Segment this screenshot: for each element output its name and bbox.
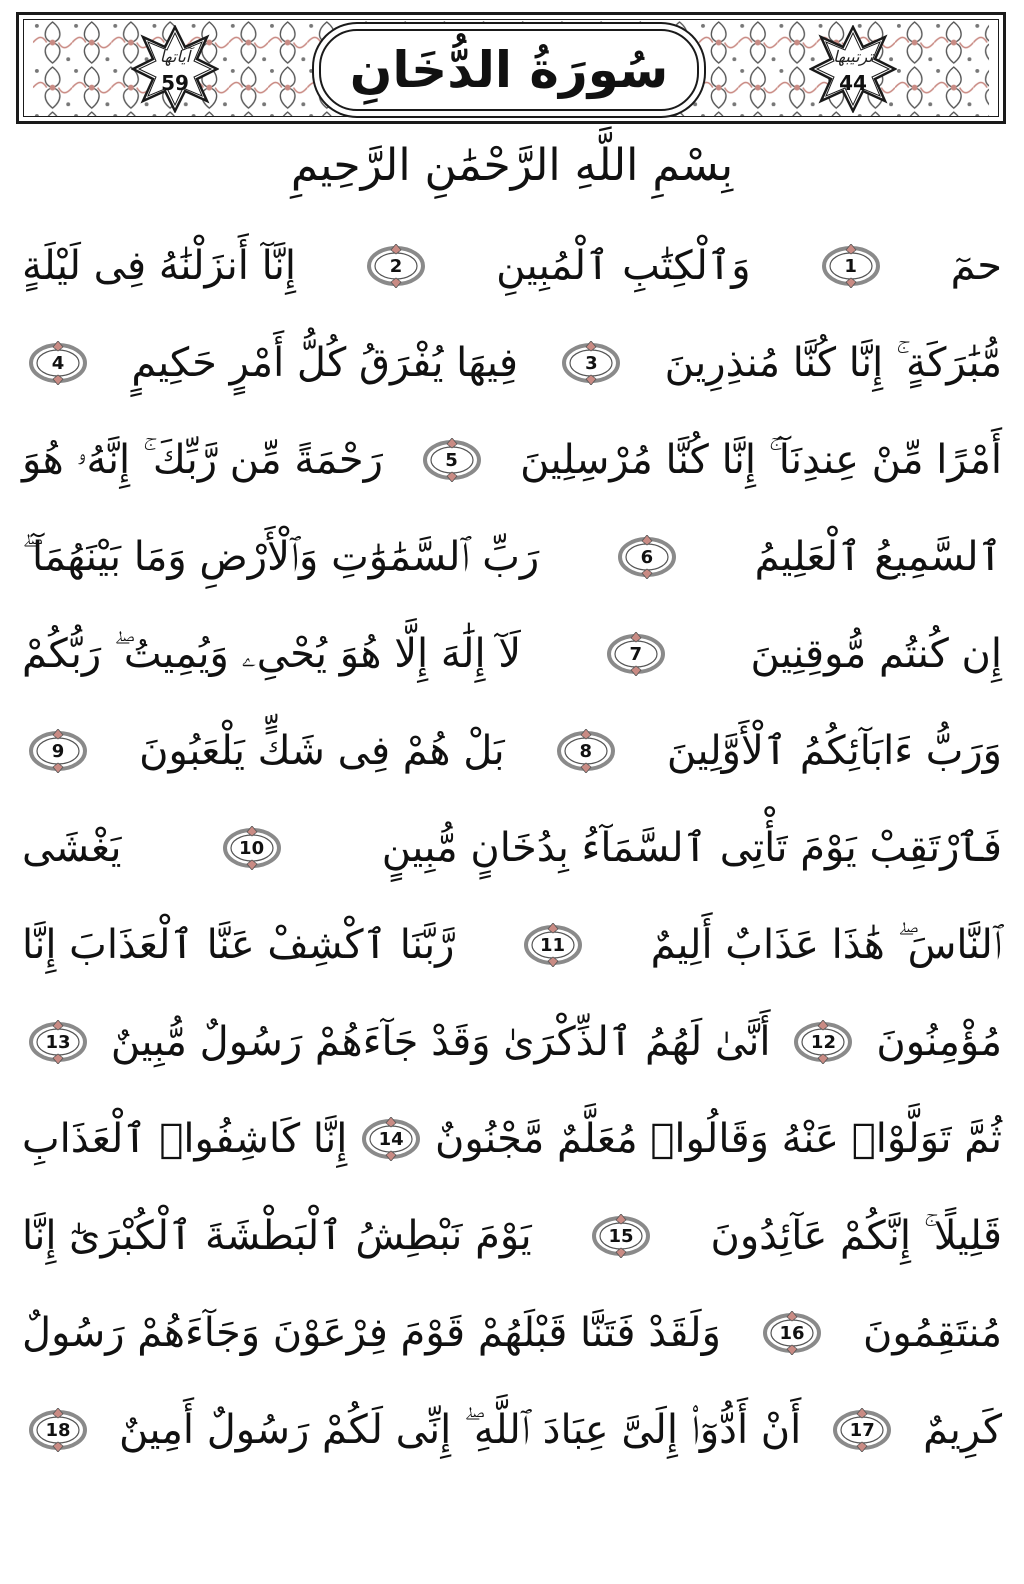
surah-title: سُورَةُ الدُّخَانِ	[349, 41, 669, 99]
ayah-number: 7	[629, 643, 643, 665]
verse-text: قَلِيلًا ۚ إِنَّكُمْ عَآئِدُونَ	[710, 1213, 1002, 1259]
surah-header	[16, 12, 1006, 124]
ayah-end-marker	[832, 1408, 892, 1452]
verse-line	[22, 1091, 1002, 1187]
verse-text: مُنتَقِمُونَ	[863, 1310, 1002, 1356]
ayah-number: 15	[608, 1225, 634, 1247]
verse-line	[22, 703, 1002, 799]
ayah-end-marker	[366, 244, 426, 288]
ayah-end-marker	[606, 632, 666, 676]
verse-text: مُّبَٰرَكَةٍ ۚ إِنَّا كُنَّا مُنذِرِينَ	[664, 340, 1002, 386]
verse-text: كَرِيمٌ	[923, 1407, 1002, 1453]
verse-text: وَرَبُّ ءَابَآئِكُمُ ٱلْأَوَّلِينَ	[666, 728, 1002, 774]
verse-text: فَٱرْتَقِبْ يَوْمَ تَأْتِى ٱلسَّمَآءُ بِدُخَانٍ مُّبِينٍ	[381, 825, 1002, 871]
ayah-end-marker	[28, 729, 88, 773]
verse-line	[22, 218, 1002, 314]
verse-text: حمٓ	[950, 243, 1002, 289]
verse-count-number: 59	[161, 71, 189, 95]
ayah-end-marker	[591, 1214, 651, 1258]
ayah-end-marker	[361, 1117, 421, 1161]
verse-text: وَلَقَدْ فَتَنَّا قَبْلَهُمْ قَوْمَ فِرْعَوْنَ وَجَآءَهُمْ رَسُولٌ	[22, 1310, 721, 1356]
verse-text: رَبِّ ٱلسَّمَٰوَٰتِ وَٱلْأَرْضِ وَمَا بَيْنَهُمَآ ۖ	[22, 534, 540, 580]
ayah-number: 17	[849, 1419, 875, 1441]
ayah-end-marker	[422, 438, 482, 482]
ayah-end-marker	[561, 341, 621, 385]
ayah-number: 18	[45, 1419, 71, 1441]
verse-text: رَّبَّنَا ٱكْشِفْ عَنَّا ٱلْعَذَابَ إِنَّا	[22, 922, 455, 968]
verse-line	[22, 897, 1002, 993]
verse-line	[22, 606, 1002, 702]
ayah-number: 3	[585, 352, 598, 374]
ayah-number: 9	[51, 740, 65, 762]
verse-count-label: آياتها	[159, 47, 191, 66]
verse-text: أَمْرًا مِّنْ عِندِنَآ ۚ إِنَّا كُنَّا مُرْسِلِينَ	[520, 437, 1002, 483]
verse-count-badge	[131, 25, 219, 113]
ayah-number: 16	[779, 1322, 805, 1344]
verse-text: لَآ إِلَٰهَ إِلَّا هُوَ يُحْىِۦ وَيُمِيتُ ۖ رَبُّكُمْ	[22, 631, 522, 677]
verse-text: ٱلسَّمِيعُ ٱلْعَلِيمُ	[754, 534, 1002, 580]
verse-text: ٱلنَّاسَ ۖ هَٰذَا عَذَابٌ أَلِيمٌ	[650, 922, 1002, 968]
ayah-number: 14	[378, 1128, 404, 1150]
verse-line	[22, 800, 1002, 896]
ayah-end-marker	[821, 244, 881, 288]
verse-line	[22, 1382, 1002, 1478]
ayah-number: 1	[844, 255, 857, 277]
verse-text: بَلْ هُمْ فِى شَكٍّ يَلْعَبُونَ	[139, 728, 505, 774]
ayah-number: 11	[539, 934, 566, 956]
verse-text: إِن كُنتُم مُّوقِنِينَ	[750, 631, 1002, 677]
ayah-number: 4	[51, 352, 65, 374]
ayah-number: 6	[640, 546, 654, 568]
verse-text: إِنَّا كَاشِفُوا۟ ٱلْعَذَابِ	[22, 1116, 348, 1162]
verse-text: رَحْمَةً مِّن رَّبِّكَ ۚ إِنَّهُۥ هُوَ	[22, 437, 383, 483]
verse-text: يَوْمَ نَبْطِشُ ٱلْبَطْشَةَ ٱلْكُبْرَىٰٓ إِنَّا	[22, 1213, 532, 1259]
verse-text: أَنْ أَدُّوٓا۟ إِلَىَّ عِبَادَ ٱللَّهِ ۖ إِنِّى لَكُمْ رَسُولٌ أَمِينٌ	[118, 1407, 802, 1453]
verse-line	[22, 315, 1002, 411]
verse-line	[22, 1188, 1002, 1284]
surah-order-number: 44	[839, 71, 867, 95]
ayah-number: 10	[239, 837, 265, 859]
verse-text: يَغْشَى	[22, 825, 122, 871]
verse-text: ثُمَّ تَوَلَّوْا۟ عَنْهُ وَقَالُوا۟ مُعَلَّمٌ مَّجْنُونٌ	[434, 1116, 1002, 1162]
verse-text: أَنَّىٰ لَهُمُ ٱلذِّكْرَىٰ وَقَدْ جَآءَهُمْ رَسُولٌ مُّبِينٌ	[110, 1019, 771, 1065]
verse-text: مُؤْمِنُونَ	[876, 1019, 1002, 1065]
surah-order-badge	[809, 25, 897, 113]
octagram-icon	[131, 25, 219, 113]
ayah-end-marker	[793, 1020, 853, 1064]
ayah-end-marker	[523, 923, 583, 967]
ayah-number: 12	[810, 1031, 836, 1053]
ayah-number: 13	[45, 1031, 71, 1053]
surah-order-label: ترتيبها	[833, 47, 873, 66]
surah-title-cartouche	[319, 29, 699, 111]
ayah-number: 8	[579, 740, 593, 762]
ayah-end-marker	[28, 341, 88, 385]
ayah-number: 5	[445, 449, 458, 471]
ayah-end-marker	[617, 535, 677, 579]
ayah-end-marker	[28, 1408, 88, 1452]
basmala: بِسْمِ اللَّهِ الرَّحْمَٰنِ الرَّحِيمِ	[290, 140, 734, 191]
verse-line	[22, 1285, 1002, 1381]
ayah-end-marker	[222, 826, 282, 870]
verse-line	[22, 994, 1002, 1090]
verse-line	[22, 509, 1002, 605]
ayah-number: 2	[389, 255, 403, 277]
ayah-end-marker	[762, 1311, 822, 1355]
ayah-end-marker	[556, 729, 616, 773]
verse-line	[22, 412, 1002, 508]
verse-text: فِيهَا يُفْرَقُ كُلُّ أَمْرٍ حَكِيمٍ	[131, 340, 518, 386]
ayah-end-marker	[28, 1020, 88, 1064]
verse-text: إِنَّآ أَنزَلْنَٰهُ فِى لَيْلَةٍ	[22, 243, 297, 289]
octagram-icon	[809, 25, 897, 113]
verse-text: وَٱلْكِتَٰبِ ٱلْمُبِينِ	[496, 243, 751, 289]
